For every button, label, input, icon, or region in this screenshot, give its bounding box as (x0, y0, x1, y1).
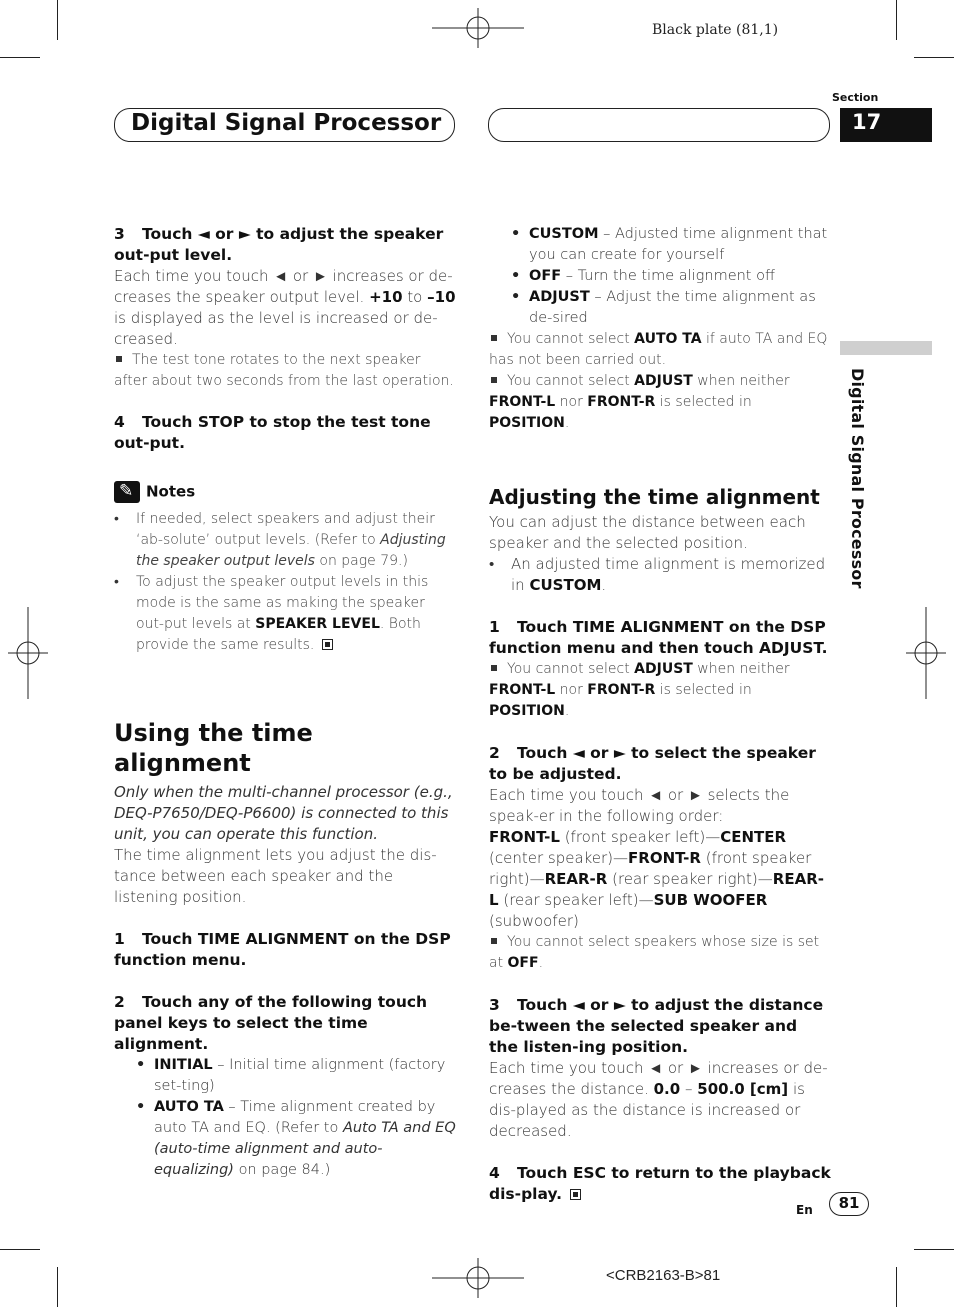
paragraph: The time alignment lets you adjust the dis-tance between each speaker and the listening position. (114, 846, 437, 906)
notes-heading: ✎Notes (114, 481, 456, 503)
registration-mark-right (906, 607, 946, 699)
section-heading-adjusting: Adjusting the time alignment (489, 485, 820, 509)
paragraph: You can adjust the distance between each speaker and the selected position. (489, 513, 806, 552)
plate-label: Black plate (81,1) (652, 22, 779, 38)
registration-mark-left (8, 607, 48, 699)
registration-mark-top (432, 8, 524, 48)
crop-mark (57, 1267, 58, 1307)
right-column (489, 224, 831, 1205)
crop-mark (57, 0, 58, 40)
registration-mark-bottom (432, 1258, 524, 1298)
paragraph: Each time you touch ◄ or ► increases or de-creases the speaker output level. +10 to –10 is displayed as the level is increased or de-creased. (114, 267, 456, 348)
page-number: 81 (829, 1192, 869, 1216)
list-item: • ADJUST – Adjust the time alignment as de-sired (507, 287, 831, 329)
section-label: Section (832, 91, 879, 104)
crop-mark (914, 57, 954, 58)
step-1-heading: 1 Touch TIME ALIGNMENT on the DSP function menu. (114, 930, 451, 969)
intro-italic: Only when the multi-channel processor (e.g., DEQ-P7650/DEQ-P6600) is connected to this unit, you can operate this function. (114, 783, 453, 843)
paragraph: Each time you touch ◄ or ► selects the speak-er in the following order: (489, 786, 790, 825)
list-item: • OFF – Turn the time alignment off (507, 266, 831, 287)
list-item: • INITIAL – Initial time alignment (factory set-ting) (132, 1055, 456, 1097)
crop-mark (914, 1249, 954, 1250)
list-item: • If needed, select speakers and adjust their ‘ab-solute’ output levels. (Refer to Adjusting the speaker output levels on page 79.) (114, 509, 456, 572)
note: You cannot select speakers whose size is set at OFF. (489, 934, 820, 971)
list-item: • To adjust the speaker output levels in this mode is the same as making the speaker out-put levels at SPEAKER LEVEL. Both provide the same results. (114, 572, 456, 656)
step-4-heading: 4 Touch STOP to stop the test tone out-put. (114, 413, 431, 452)
list-item: • An adjusted time alignment is memorized in CUSTOM. (489, 554, 831, 596)
list-item: • AUTO TA – Time alignment created by auto TA and EQ. (Refer to Auto TA and EQ (auto-time alignment and auto-equalizing) on page 84.) (132, 1097, 456, 1181)
note: You cannot select ADJUST when neither FRONT-L nor FRONT-R is selected in POSITION. (489, 373, 790, 431)
crop-mark (0, 1249, 40, 1250)
note: You cannot select AUTO TA if auto TA and EQ has not been carried out. (489, 331, 828, 368)
document-code: <CRB2163-B>81 (606, 1267, 721, 1284)
left-column (114, 224, 456, 1181)
notes-list (114, 509, 456, 656)
note: The test tone rotates to the next speaker after about two seconds from the last operation. (114, 352, 454, 389)
alignment-options-cont (489, 224, 831, 329)
end-mark-icon (570, 1189, 581, 1200)
step-3-heading: 3 Touch ◄ or ► to adjust the distance be-tween the selected speaker and the listen-ing position. (489, 996, 824, 1056)
step-2-heading: 2 Touch ◄ or ► to select the speaker to be adjusted. (489, 744, 816, 783)
speaker-order: FRONT-L (front speaker left)—CENTER (center speaker)—FRONT-R (front speaker right)—REAR-R (rear speaker right)—REAR-L (rear speaker left)—SUB WOOFER (subwoofer) (489, 828, 824, 930)
paragraph: Each time you touch ◄ or ► increases or de-creases the distance. 0.0 – 500.0 [cm] is dis-played as the distance is increased or decreased. (489, 1059, 828, 1140)
crop-mark (0, 57, 40, 58)
language-label: En (796, 1203, 813, 1217)
section-heading-using: Using the time alignment (114, 719, 313, 777)
step-1-heading: 1 Touch TIME ALIGNMENT on the DSP function menu and then touch ADJUST. (489, 618, 828, 657)
side-tab (840, 341, 932, 355)
step-3-heading: 3 Touch ◄ or ► to adjust the speaker out-put level. (114, 225, 444, 264)
side-label: Digital Signal Processor (848, 368, 867, 589)
section-number: 17 (840, 108, 932, 142)
crop-mark (896, 1267, 897, 1307)
pencil-icon (114, 481, 140, 503)
page-title: Digital Signal Processor (131, 110, 442, 136)
header-empty-box (488, 108, 830, 142)
list-item: • CUSTOM – Adjusted time alignment that you can create for yourself (507, 224, 831, 266)
crop-mark (896, 0, 897, 40)
memo-list (489, 554, 831, 596)
alignment-options (114, 1055, 456, 1181)
step-4-heading: 4 Touch ESC to return to the playback dis-play. (489, 1164, 831, 1203)
note: You cannot select ADJUST when neither FRONT-L nor FRONT-R is selected in POSITION. (489, 661, 790, 719)
step-2-heading: 2 Touch any of the following touch panel keys to select the time alignment. (114, 993, 428, 1053)
end-mark-icon (322, 639, 333, 650)
